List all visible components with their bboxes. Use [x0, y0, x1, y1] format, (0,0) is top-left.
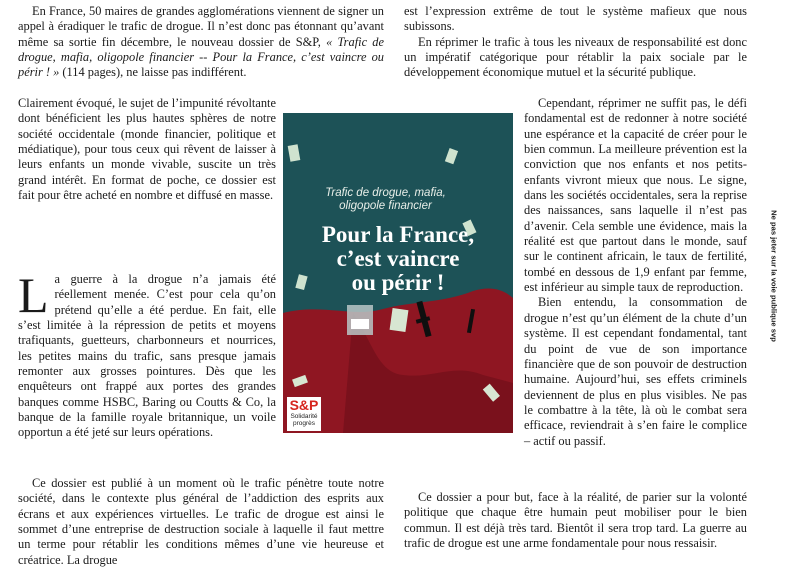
war-text: a guerre à la drogue n’a jamais été réellement menée. C’est pour cela qu’on prétend qu’elle a été perdue. En fait, elle s’est limitée à la répression de petits et moyens trafiquants, guetteurs, charbonneurs et nourrices, les petites mains du trafic, sans presque jamais remonter aux grosses pointures. Dès que les enquêteurs ont frappé aux portes des grandes banques comme HSBC, Baring ou Coutts & Co, la banque de la famille royale britannique, un voile opportun a été jeté sur leurs opérations. — [18, 272, 276, 440]
sidebar-note-text: Ne pas jeter sur la voie publique svp — [769, 210, 779, 342]
cover-title — [283, 223, 513, 295]
intro-paragraph — [18, 4, 384, 81]
cover-title-line3: ou périr ! — [351, 270, 445, 295]
cover-subtitle-line1: Trafic de drogue, mafia, — [325, 187, 446, 199]
sp-logo-text: S&P — [289, 397, 319, 413]
cover-subtitle-line2: oligopole financier — [339, 200, 432, 212]
banknote-red-icon — [390, 308, 409, 332]
cover-title-line1: Pour la France, — [321, 222, 475, 247]
intro-side-text: Clairement évoqué, le sujet de l’impunité révoltante dont bénéficient les plus hautes sphères de notre société occidentale (monde financier, politique et médiatique), pour tous ceux qui rêvent de laisser à leurs enfants un monde vivable, suscite un très grand intérêt. En format de poche, ce dossier est fait pour être acheté en nombre et diffusé en masse. — [18, 96, 276, 203]
col2-p1: est l’expression extrême de tout le système mafieux que nous subissons. — [404, 4, 747, 34]
col2-p3: Cependant, réprimer ne suffit pas, le défi fondamental est de redonner à notre société une espérance et la capacité de créer pour le bien commun. La meilleure prévention est la conviction que nos enfants et nos petits-enfants vivront mieux que nous. Le signe, dans les sociétés occidentales, sera la reprise des naissances, sans laquelle il n’est pas d’avenir. Cela semble une évidence, mais la réalité est que partout dans le monde, sauf sur le continent africain, le taux de fertilité, tombé en dessous de 1,9 enfant par femme, est inférieur au simple taux de reproduction. — [524, 96, 747, 295]
col2-top — [404, 4, 747, 81]
col2-p5: Ce dossier a pour but, face à la réalité, de parier sur la volonté politique que chaque être humain peut mobiliser pour le bien commun. Il est déjà très tard. Bientôt il sera trop tard. La guerre au trafic de drogue est une arme fondamentale pour nous ressaisir. — [404, 490, 747, 551]
dossier-pages: (114 pages), ne laisse pas indifférent. — [62, 65, 247, 80]
intro-text: En France, 50 maires de grandes agglomérations viennent de signer un appel à éradiquer le trafic de drogue. Il n’est donc pas étonnant qu’avant même sa sortie fin décembre, le nouveau dossier de S&P, — [18, 4, 384, 49]
sp-logo-sub2: progrès — [292, 420, 316, 427]
sidebar-note — [768, 196, 780, 356]
dossier-title: « Trafic de drogue, mafia, oligopole financier -- Pour la France, c’est vaincre ou périr ! » — [18, 34, 384, 80]
drop-cap: L — [18, 267, 49, 323]
war-paragraph — [18, 267, 276, 441]
col2-p4: Bien entendu, la consommation de drogue n’est qu’un élément de la chute d’un système. Il est cependant fondamental, tant du point de vue de son importance financière que de son pouvoir de destruction humaine. Aujourd’hui, ses effets criminels deviennent de plus en plus visibles. Ne pas le combattre à la tête, là où le combat sera efficace, reviendrait à s’en faire le complice – actif ou passif. — [524, 295, 747, 448]
cover-title-line2: c’est vaincre — [336, 246, 460, 271]
glass-icon — [347, 305, 373, 335]
col2-side — [524, 96, 747, 449]
book-cover — [283, 113, 513, 433]
sp-logo — [287, 397, 321, 431]
context-paragraph — [18, 476, 384, 568]
intro-side-paragraph — [18, 96, 276, 203]
cover-subtitle — [283, 187, 488, 213]
col2-bottom — [404, 490, 747, 551]
context-text: Ce dossier est publié à un moment où le trafic pénètre toute notre société, dans le contexte plus général de l’addiction des esprits aux écrans et aux expériences virtuelles. Le trafic de drogue est ainsi le sommet d’une entreprise de destruction sociale à laquelle il faut mettre un terme pour rétablir les conditions mêmes d’une vie heureuse et créatrice. La drogue — [18, 476, 384, 567]
sp-logo-sub1: Solidarité — [290, 413, 318, 420]
col2-p2: En réprimer le trafic à tous les niveaux de responsabilité est donc un impératif catégorique pour rétablir la paix sociale par le développement économique mutuel et la sécurité publique. — [404, 34, 747, 80]
